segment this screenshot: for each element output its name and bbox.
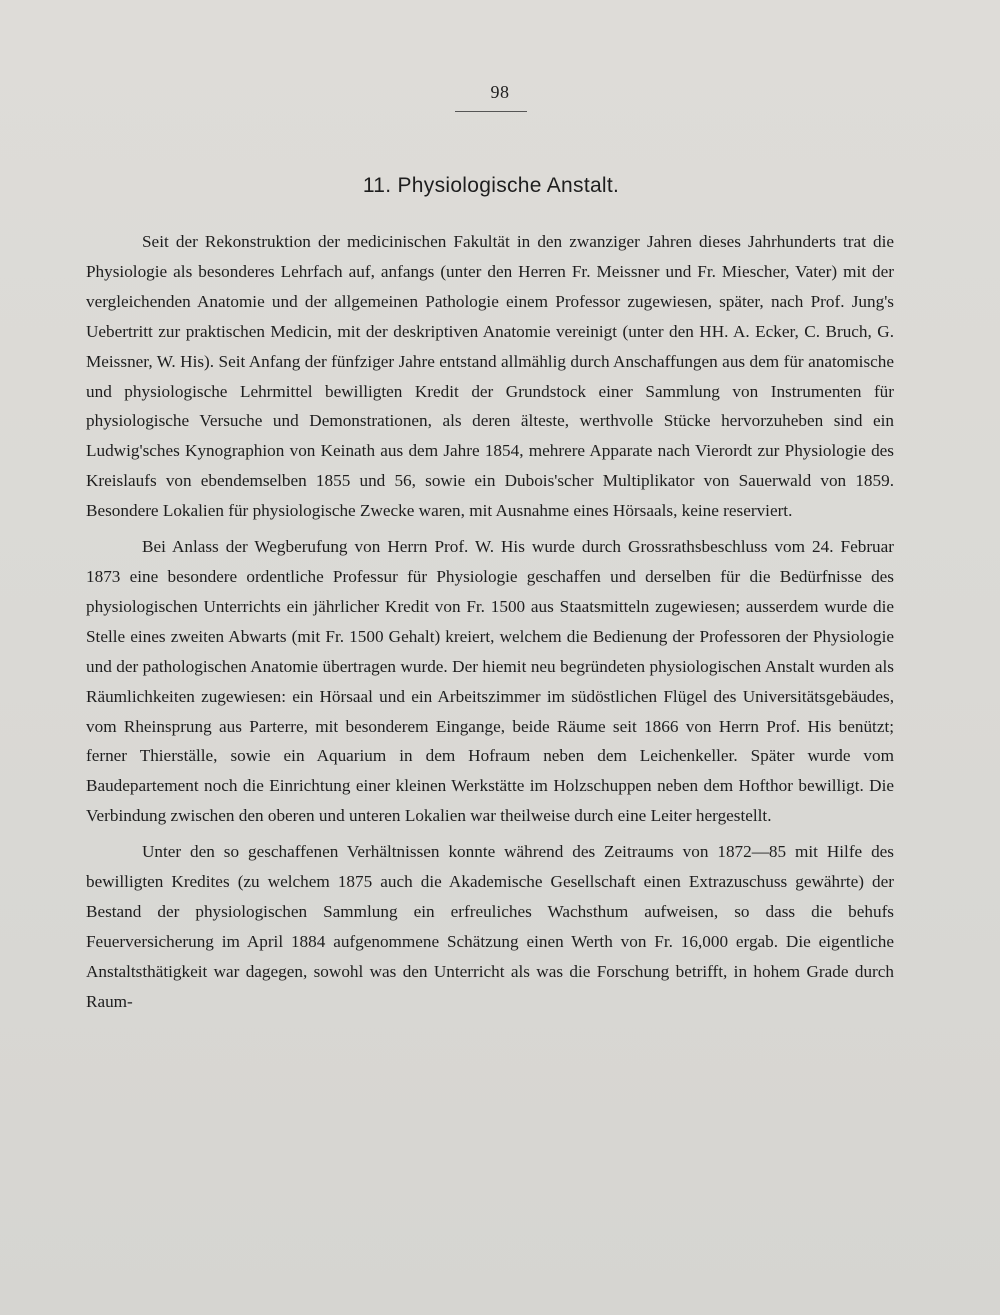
page-number: 98 [490,82,510,102]
paragraph-2: Bei Anlass der Wegberufung von Herrn Prof. W. His wurde durch Grossrathsbeschluss vom 24. Februar 1873 eine besondere ordentliche Professur für Physiologie geschaffen und derselben für die Bedürfnisse des physiologischen Unterrichts ein jährlicher Kredit von Fr. 1500 aus Staatsmitteln zugewiesen; ausserdem wurde die Stelle eines zweiten Abwarts (mit Fr. 1500 Gehalt) kreiert, welchem die Bedienung der Professoren der Physiologie und der pathologischen Anatomie übertragen wurde. Der hiemit neu begründeten physiologischen Anstalt wurden als Räumlichkeiten zugewiesen: ein Hörsaal und ein Arbeitszimmer im südöstlichen Flügel des Universitätsgebäudes, vom Rheinsprung aus Parterre, mit besonderem Eingange, beide Räume seit 1866 von Herrn Prof. His benützt; ferner Thierställe, sowie ein Aquarium in dem Hofraum neben dem Leichenkeller. Später wurde vom Baudepartement noch die Einrichtung einer kleinen Werkstätte im Holzschuppen neben dem Hofthor bewilligt. Die Verbindung zwischen den oberen und unteren Lokalien war theilweise durch eine Leiter hergestellt. [86,537,894,826]
paragraph-3: Unter den so geschaffenen Verhältnissen konnte während des Zeitraums von 1872—85 mit Hilfe des bewilligten Kredites (zu welchem 1875 auch die Akademische Gesellschaft einen Extrazuschuss gewährte) der Bestand der physiologischen Sammlung ein erfreuliches Wachsthum aufweisen, so dass die behufs Feuerversicherung im April 1884 aufgenommene Schätzung einen Werth von Fr. 16,000 ergab. Die eigentliche Anstaltsthätigkeit war dagegen, sowohl was den Unterricht als was die Forschung betrifft, in hohem Grade durch Raum- [86,842,894,1011]
body-text [86,227,894,1017]
page-number-rule [455,111,527,112]
paragraph-1: Seit der Rekonstruktion der medicinischen Fakultät in den zwanziger Jahren dieses Jahrhunderts trat die Physiologie als besonderes Lehrfach auf, anfangs (unter den Herren Fr. Meissner und Fr. Miescher, Vater) mit der vergleichenden Anatomie und der allgemeinen Pathologie einem Professor zugewiesen, später, nach Prof. Jung's Uebertritt zur praktischen Medicin, mit der deskriptiven Anatomie vereinigt (unter den HH. A. Ecker, C. Bruch, G. Meissner, W. His). Seit Anfang der fünfziger Jahre entstand allmählig durch Anschaffungen aus dem für anatomische und physiologische Lehrmittel bewilligten Kredit der Grundstock einer Sammlung von Instrumenten für physiologische Versuche und Demonstrationen, als deren älteste, werthvolle Stücke hervorzuheben sind ein Ludwig'sches Kynographion von Keinath aus dem Jahre 1854, mehrere Apparate nach Vierordt zur Physiologie des Kreislaufs von ebendemselben 1855 und 56, sowie ein Dubois'scher Multiplikator von Sauerwald von 1859. Besondere Lokalien für physiologische Zwecke waren, mit Ausnahme eines Hörsaals, keine reserviert. [86,232,894,521]
section-heading: 11. Physiologische Anstalt. [362,174,620,197]
